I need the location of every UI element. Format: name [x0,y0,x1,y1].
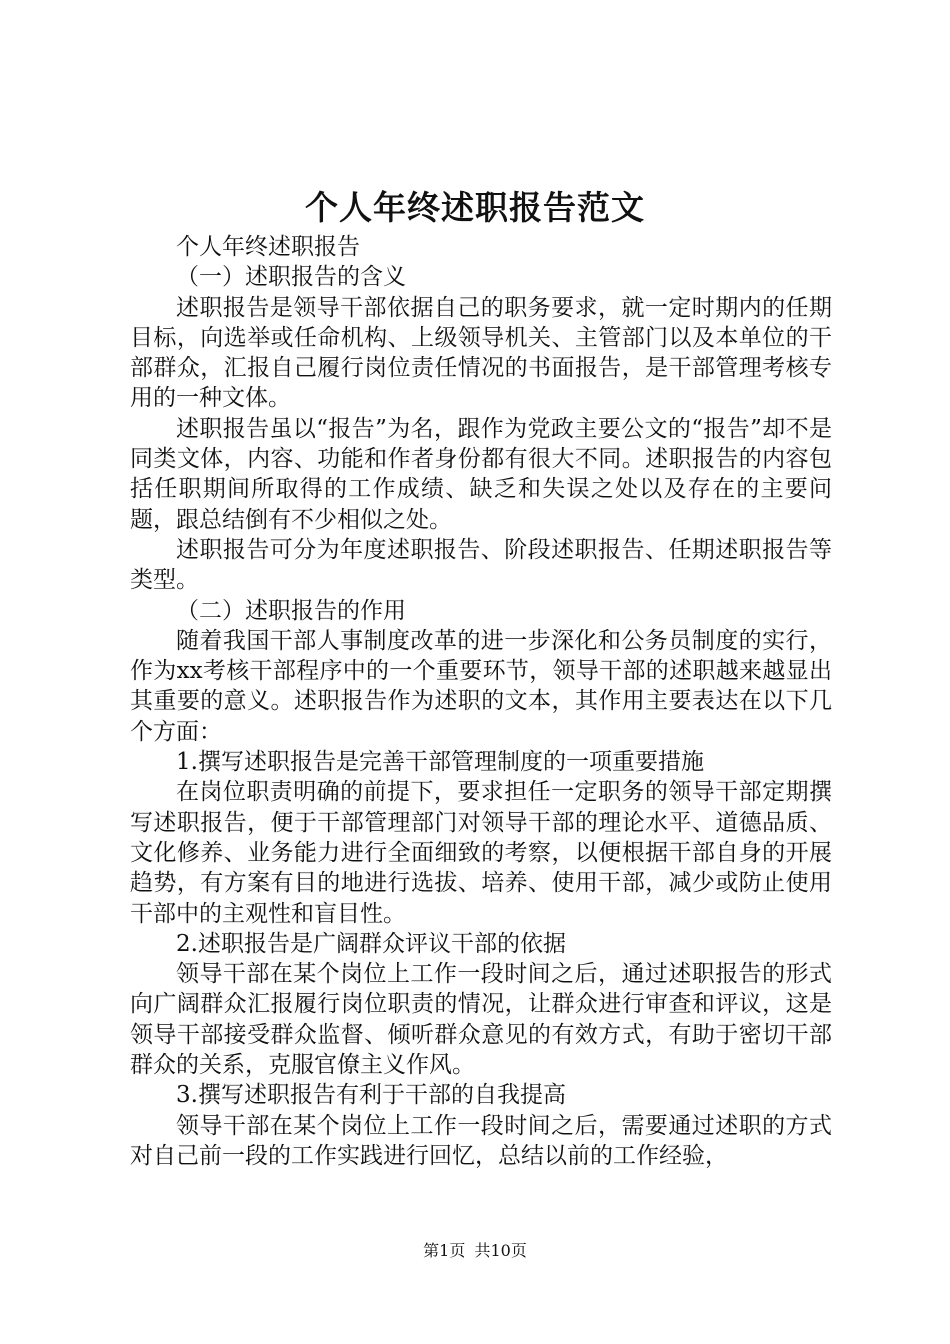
paragraph: 随着我国干部人事制度改革的进一步深化和公务员制度的实行，作为xx考核干部程序中的一个重要环节，领导干部的述职越来越显出其重要的意义。述职报告作为述职的文本，其作用主要表达在以下几个方面： [130,627,832,745]
paragraph: 在岗位职责明确的前提下，要求担任一定职务的领导干部定期撰写述职报告，便于干部管理部门对领导干部的理论水平、道德品质、文化修养、业务能力进行全面细致的考察，以便根据干部自身的开展趋势，有方案有目的地进行选拔、培养、使用干部，减少或防止使用干部中的主观性和盲目性。 [130,779,832,927]
paragraph-subtitle: 个人年终述职报告 [176,234,360,260]
subheading-2: 2.述职报告是广阔群众评议干部的依据 [176,930,566,957]
page-footer [0,1240,950,1262]
document-body [130,232,832,1171]
page-total: 共10页 [474,1241,527,1260]
section-heading-function: （二）述职报告的作用 [176,597,406,624]
subheading-3: 3.撰写述职报告有利于干部的自我提高 [176,1082,566,1109]
paragraph: 领导干部在某个岗位上工作一段时间之后，通过述职报告的形式向广阔群众汇报履行岗位职责的情况，让群众进行审查和评议，这是领导干部接受群众监督、倾听群众意见的有效方式，有助于密切干部群众的关系，克服官僚主义作风。 [130,961,832,1079]
page-number: 第1页 [423,1241,466,1260]
paragraph: 述职报告可分为年度述职报告、阶段述职报告、任期述职报告等类型。 [130,536,832,594]
paragraph: 述职报告是领导干部依据自己的职务要求，就一定时期内的任期目标，向选举或任命机构、上级领导机关、主管部门以及本单位的干部群众，汇报自己履行岗位责任情况的书面报告，是干部管理考核专用的一种文体。 [130,294,832,412]
subheading-1: 1.撰写述职报告是完善干部管理制度的一项重要措施 [176,749,704,776]
paragraph: 领导干部在某个岗位上工作一段时间之后，需要通过述职的方式对自己前一段的工作实践进行回忆，总结以前的工作经验， [130,1112,832,1169]
document-title: 个人年终述职报告范文 [305,188,645,227]
paragraph: 述职报告虽以“报告”为名，跟作为党政主要公文的“报告”却不是同类文体，内容、功能和作者身份都有很大不同。述职报告的内容包括任职期间所取得的工作成绩、缺乏和失误之处以及存在的主要问题，跟总结倒有不少相似之处。 [130,415,832,533]
section-heading-meaning: （一）述职报告的含义 [176,264,406,291]
